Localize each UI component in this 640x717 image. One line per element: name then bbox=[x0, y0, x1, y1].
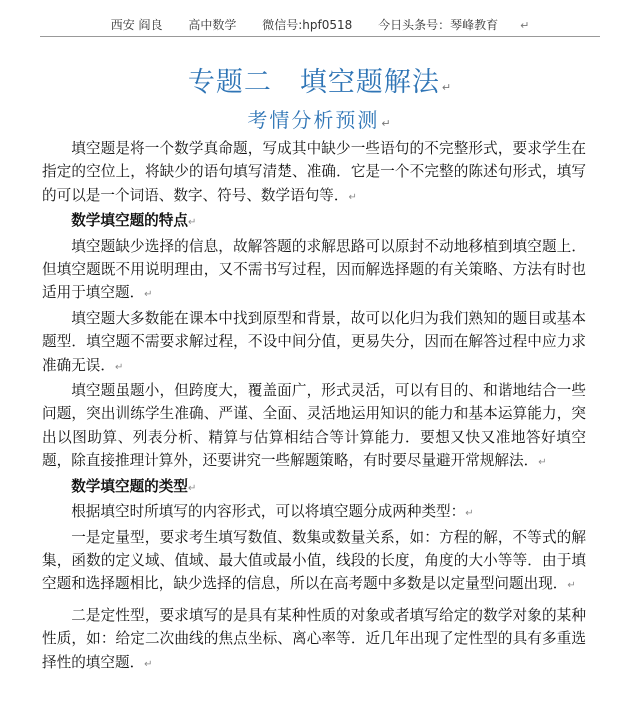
section-heading: 数学填空题的类型↵ bbox=[71, 477, 197, 495]
page-header bbox=[0, 0, 640, 44]
paragraph-mark-icon: ↵ bbox=[381, 117, 393, 130]
paragraph-mark-icon: ↵ bbox=[520, 19, 530, 32]
document-body bbox=[42, 137, 586, 676]
paragraph-mark-icon: ↵ bbox=[144, 658, 153, 670]
header-info bbox=[0, 16, 640, 33]
page-title: 专题二 填空题解法 ↵ bbox=[187, 67, 453, 98]
paragraph: 填空题是将一个数学真命题，写成其中缺少一些语句的不完整形式，要求学生在指定的空位上，将缺少的语句填写清楚、准确．它是一个不完整的陈述句形式，填写的可以是一个词语、数字、符号、数学语句等．↵ bbox=[42, 140, 586, 204]
paragraph-mark-icon: ↵ bbox=[567, 580, 576, 592]
paragraph-mark-icon: ↵ bbox=[144, 289, 153, 301]
paragraph-mark-icon: ↵ bbox=[465, 508, 474, 520]
paragraph: 根据填空时所填写的内容形式，可以将填空题分成两种类型：↵ bbox=[71, 503, 474, 521]
paragraph-mark-icon: ↵ bbox=[114, 361, 124, 373]
header-wechat: 微信号:hpf0518 bbox=[262, 18, 353, 32]
page-subtitle: 考情分析预测 ↵ bbox=[247, 108, 393, 132]
paragraph: 填空题虽题小，但跨度大，覆盖面广，形式灵活，可以有目的、和谐地结合一些问题，突出训练学生准确、严谨、全面、灵活地运用知识的能力和基本运算能力，突出以图助算、列表分析、精算与估算相结合等计算能力．要想又快又准地答好填空题，除直接推理计算外，还要讲究一些解题策略，有时要尽量避开常规解法．↵ bbox=[42, 382, 586, 470]
header-toutiao: 今日头条号：琴峰教育 bbox=[378, 18, 499, 32]
paragraph: 二是定性型，要求填写的是具有某种性质的对象或者填写给定的数学对象的某种性质，如：给定二次曲线的焦点坐标、离心率等．近几年出现了定性型的具有多重选择性的填空题．↵ bbox=[42, 606, 586, 671]
header-divider bbox=[40, 36, 600, 37]
paragraph: 填空题缺少选择的信息，故解答题的求解思路可以原封不动地移植到填空题上．但填空题既不用说明理由，又不需书写过程，因而解选择题的有关策略、方法有时也适用于填空题．↵ bbox=[42, 237, 586, 302]
paragraph-mark-icon: ↵ bbox=[187, 217, 197, 229]
header-subject: 高中数学 bbox=[188, 18, 237, 32]
paragraph-mark-icon: ↵ bbox=[187, 482, 197, 494]
header-location: 西安 阎良 bbox=[110, 18, 163, 32]
paragraph-mark-icon: ↵ bbox=[441, 81, 453, 94]
paragraph-mark-icon: ↵ bbox=[348, 191, 357, 203]
paragraph: 填空题大多数能在课本中找到原型和背景，故可以化归为我们熟知的题目或基本题型．填空题不需要求解过程，不设中间分值，更易失分，因而在解答过程中应力求准确无误．↵ bbox=[42, 309, 586, 374]
section-heading: 数学填空题的特点↵ bbox=[71, 212, 197, 230]
paragraph-mark-icon: ↵ bbox=[538, 457, 547, 469]
paragraph: 一是定量型，要求考生填写数值、数集或数量关系，如：方程的解，不等式的解集，函数的定义域、值域、最大值或最小值，线段的长度，角度的大小等等．由于填空题和选择题相比，缺少选择的信息，所以在高考题中多数是以定量型问题出现．↵ bbox=[42, 528, 586, 593]
